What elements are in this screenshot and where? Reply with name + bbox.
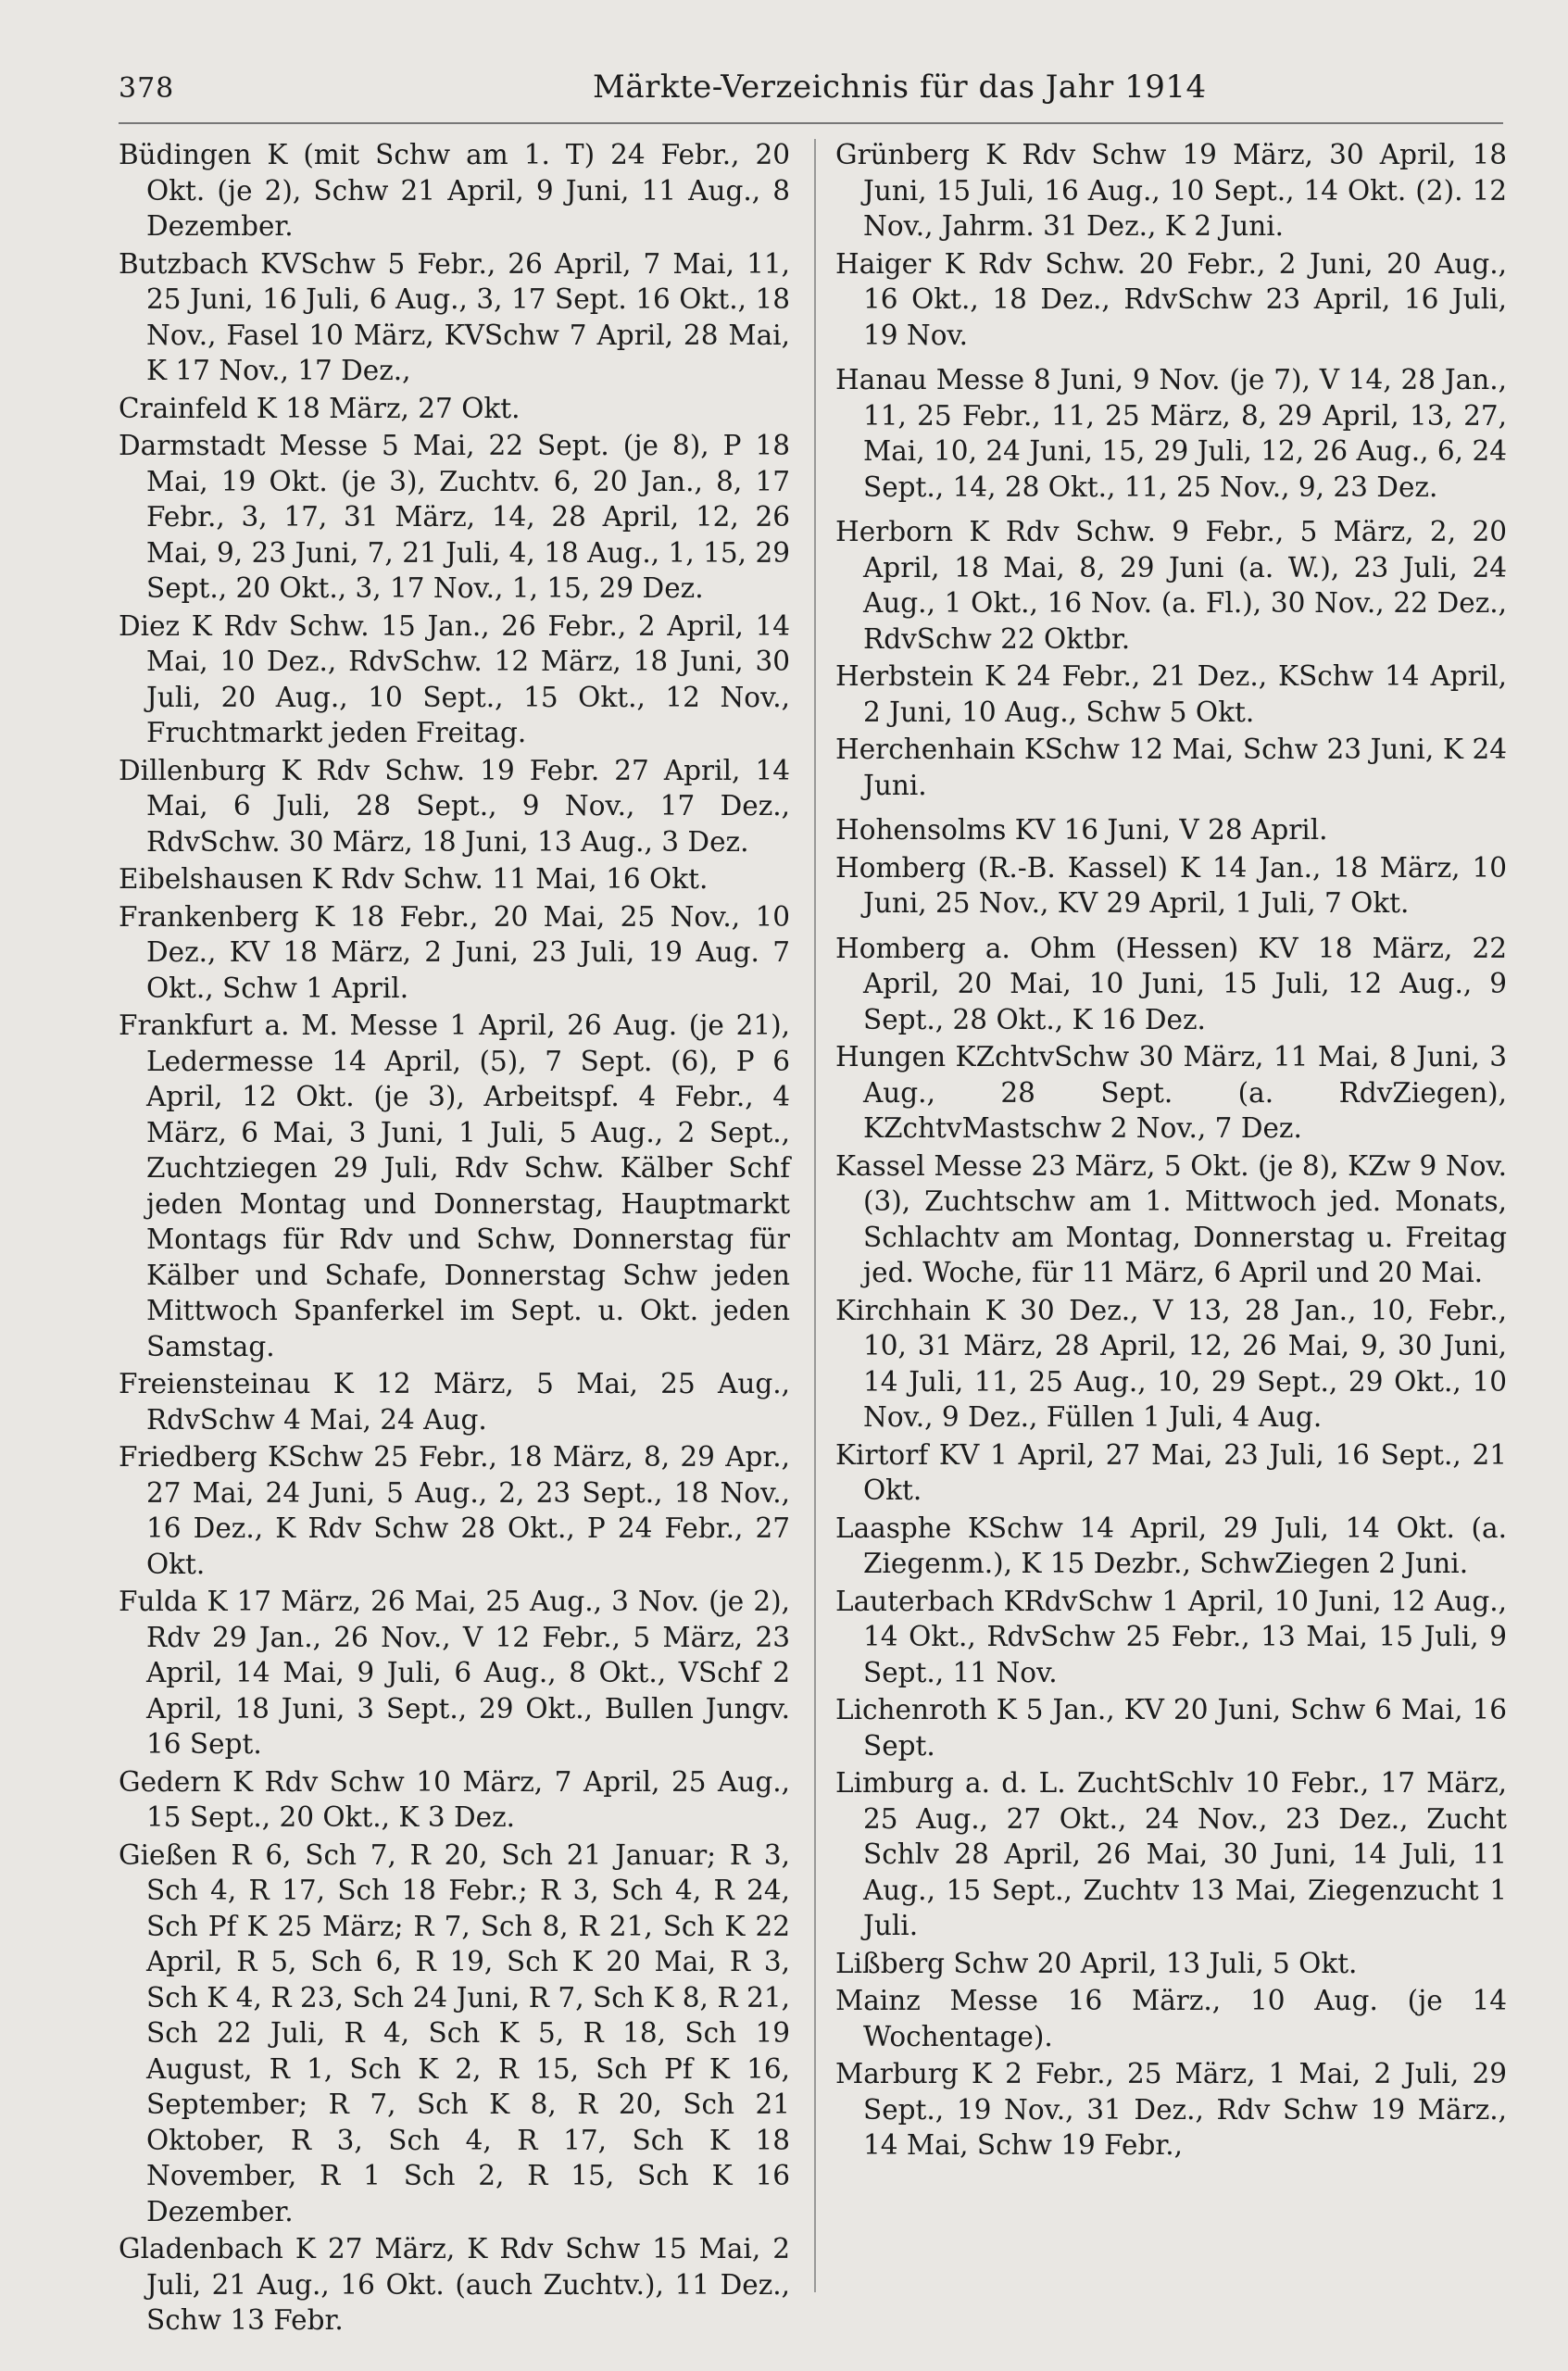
column-divider — [814, 139, 816, 2292]
entry-buedingen: Büdingen K (mit Schw am 1. T) 24 Febr., 20 Okt. (je 2), Schw 21 April, 9 Juni, 11 Aug., 8 Dezember. — [119, 139, 790, 242]
entry-crainfeld: Crainfeld K 18 März, 27 Okt. — [119, 392, 521, 424]
entry-lichenroth: Lichenroth K 5 Jan., KV 20 Juni, Schw 6 Mai, 16 Sept. — [835, 1694, 1507, 1762]
entry-darmstadt: Darmstadt Messe 5 Mai, 22 Sept. (je 8), P 18 Mai, 19 Okt. (je 3), Zuchtv. 6, 20 Jan., 8, 17 Febr., 3, 17, 31 März, 14, 28 April, 12, 26 Mai, 9, 23 Juni, 7, 21 Juli, 4, 18 Aug., 1, 15, 29 Sept., 20 Okt., 3, 17 Nov., 1, 15, 29 Dez. — [119, 430, 790, 604]
entry-limburg: Limburg a. d. L. ZuchtSchlv 10 Febr., 17 März, 25 Aug., 27 Okt., 24 Nov., 23 Dez., Zucht Schlv 28 April, 26 Mai, 30 Juni, 14 Juli, 11 Aug., 15 Sept., Zuchtv 13 Mai, Ziegenzucht 1 Juli. — [835, 1767, 1507, 1941]
entry-hanau: Hanau Messe 8 Juni, 9 Nov. (je 7), V 14, 28 Jan., 11, 25 Febr., 11, 25 März, 8, 29 April, 13, 27, Mai, 10, 24 Juni, 15, 29 Juli, 12, 26 Aug., 6, 24 Sept., 14, 28 Okt., 11, 25 Nov., 9, 23 Dez. — [835, 364, 1507, 503]
right-column — [835, 137, 1507, 2165]
entry-fulda: Fulda K 17 März, 26 Mai, 25 Aug., 3 Nov. (je 2), Rdv 29 Jan., 26 Nov., V 12 Febr., 5 März, 23 April, 14 Mai, 9 Juli, 6 Aug., 8 Okt., VSchf 2 April, 18 Juni, 3 Sept., 29 Okt., Bullen Jungv. 16 Sept. — [119, 1586, 790, 1760]
entry-lauterbach: Lauterbach KRdvSchw 1 April, 10 Juni, 12 Aug., 14 Okt., RdvSchw 25 Febr., 13 Mai, 15 Juli, 9 Sept., 11 Nov. — [835, 1585, 1507, 1688]
entry-gruenberg: Grünberg K Rdv Schw 19 März, 30 April, 18 Juni, 15 Juli, 16 Aug., 10 Sept., 14 Okt. (2). 12 Nov., Jahrm. 31 Dez., K 2 Juni. — [835, 139, 1507, 242]
entry-homberg-ohm: Homberg a. Ohm (Hessen) KV 18 März, 22 April, 20 Mai, 10 Juni, 15 Juli, 12 Aug., 9 Sept., 28 Okt., K 16 Dez. — [835, 932, 1507, 1035]
entry-homberg-kassel: Homberg (R.-B. Kassel) K 14 Jan., 18 März, 10 Juni, 25 Nov., KV 29 April, 1 Juli, 7 Okt. — [835, 851, 1507, 919]
entry-herborn: Herborn K Rdv Schw. 9 Febr., 5 März, 2, 20 April, 18 Mai, 8, 29 Juni (a. W.), 23 Juli, 24 Aug., 1 Okt., 16 Nov. (a. Fl.), 30 Nov., 22 Dez., RdvSchw 22 Oktbr. — [835, 516, 1507, 655]
entry-hungen: Hungen KZchtvSchw 30 März, 11 Mai, 8 Juni, 3 Aug., 28 Sept. (a. RdvZiegen), KZchtvMastschw 2 Nov., 7 Dez. — [835, 1041, 1507, 1144]
entry-laasphe: Laasphe KSchw 14 April, 29 Juli, 14 Okt. (a. Ziegenm.), K 15 Dezbr., SchwZiegen 2 Juni. — [835, 1512, 1507, 1579]
entry-marburg: Marburg K 2 Febr., 25 März, 1 Mai, 2 Juli, 29 Sept., 19 Nov., 31 Dez., Rdv Schw 19 März., 14 Mai, Schw 19 Febr., — [835, 2058, 1507, 2161]
entry-haiger: Haiger K Rdv Schw. 20 Febr., 2 Juni, 20 Aug., 16 Okt., 18 Dez., RdvSchw 23 April, 16 Juli, 19 Nov. — [835, 247, 1507, 351]
entry-diez: Diez K Rdv Schw. 15 Jan., 26 Febr., 2 April, 14 Mai, 10 Dez., RdvSchw. 12 März, 18 Juni, 30 Juli, 20 Aug., 10 Sept., 15 Okt., 12 Nov., Fruchtmarkt jeden Freitag. — [119, 609, 790, 748]
entry-dillenburg: Dillenburg K Rdv Schw. 19 Febr. 27 April, 14 Mai, 6 Juli, 28 Sept., 9 Nov., 17 Dez., RdvSchw. 30 März, 18 Juni, 13 Aug., 3 Dez. — [119, 754, 790, 858]
entry-frankfurt: Frankfurt a. M. Messe 1 April, 26 Aug. (je 21), Ledermesse 14 April, (5), 7 Sept. (6), P 6 April, 12 Okt. (je 3), Arbeitspf. 4 Febr., 4 März, 6 Mai, 3 Juni, 1 Juli, 5 Aug., 2 Sept., Zuchtziegen 29 Juli, Rdv Schw. Kälber Schf jeden Montag und Donnerstag, Hauptmarkt Montags für Rdv und Schw, Donnerstag für Kälber und Schafe, Donnerstag Schw jeden Mittwoch Spanferkel im Sept. u. Okt. jeden Samstag. — [119, 1010, 790, 1362]
entry-gedern: Gedern K Rdv Schw 10 März, 7 April, 25 Aug., 15 Sept., 20 Okt., K 3 Dez. — [119, 1765, 790, 1833]
running-title: Märkte-Verzeichnis für das Jahr 1914 — [593, 69, 1207, 106]
entry-herbstein: Herbstein K 24 Febr., 21 Dez., KSchw 14 April, 2 Juni, 10 Aug., Schw 5 Okt. — [835, 660, 1507, 728]
entry-eibelshausen: Eibelshausen K Rdv Schw. 11 Mai, 16 Okt. — [119, 863, 709, 895]
entry-kassel: Kassel Messe 23 März, 5 Okt. (je 8), KZw 9 Nov. (3), Zuchtschw am 1. Mittwoch jed. Monats, Schlachtv am Montag, Donnerstag u. Freitag jed. Woche, für 11 März, 6 April und 20 Mai. — [835, 1149, 1507, 1288]
entry-kirtorf: Kirtorf KV 1 April, 27 Mai, 23 Juli, 16 Sept., 21 Okt. — [835, 1438, 1507, 1506]
entry-freiensteinau: Freiensteinau K 12 März, 5 Mai, 25 Aug., RdvSchw 4 Mai, 24 Aug. — [119, 1368, 790, 1436]
entry-herchenhain: Herchenhain KSchw 12 Mai, Schw 23 Juni, K 24 Juni. — [835, 734, 1507, 801]
entry-lissberg: Lißberg Schw 20 April, 13 Juli, 5 Okt. — [835, 1947, 1358, 1979]
entry-friedberg: Friedberg KSchw 25 Febr., 18 März, 8, 29 Apr., 27 Mai, 24 Juni, 5 Aug., 2, 23 Sept., 18 Nov., 16 Dez., K Rdv Schw 28 Okt., P 24 Febr., 27 Okt. — [119, 1441, 790, 1580]
entry-frankenberg: Frankenberg K 18 Febr., 20 Mai, 25 Nov., 10 Dez., KV 18 März, 2 Juni, 23 Juli, 19 Aug. 7 Okt., Schw 1 April. — [119, 900, 790, 1004]
page-number: 378 — [119, 72, 175, 105]
entry-giessen: Gießen R 6, Sch 7, R 20, Sch 21 Januar; R 3, Sch 4, R 17, Sch 18 Febr.; R 3, Sch 4, R 24, Sch Pf K 25 März; R 7, Sch 8, R 21, Sch K 22 April, R 5, Sch 6, R 19, Sch K 20 Mai, R 3, Sch K 4, R 23, Sch 24 Juni, R 7, Sch K 8, R 21, Sch 22 Juli, R 4, Sch K 5, R 18, Sch 19 August, R 1, Sch K 2, R 15, Sch Pf K 16, September; R 7, Sch K 8, R 20, Sch 21 Oktober, R 3, Sch 4, R 17, Sch K 18 November, R 1 Sch 2, R 15, Sch K 16 Dezember. — [119, 1838, 790, 2227]
header-rule — [119, 122, 1503, 124]
entry-hohensolms: Hohensolms KV 16 Juni, V 28 April. — [835, 814, 1328, 846]
left-column — [119, 137, 790, 2340]
entry-butzbach: Butzbach KVSchw 5 Febr., 26 April, 7 Mai, 11, 25 Juni, 16 Juli, 6 Aug., 3, 17 Sept. 16 Okt., 18 Nov., Fasel 10 März, KVSchw 7 April, 28 Mai, K 17 Nov., 17 Dez., — [119, 247, 790, 386]
entry-gladenbach: Gladenbach K 27 März, K Rdv Schw 15 Mai, 2 Juli, 21 Aug., 16 Okt. (auch Zuchtv.), 11 Dez., Schw 13 Febr. — [119, 2233, 790, 2336]
entry-kirchhain: Kirchhain K 30 Dez., V 13, 28 Jan., 10, Febr., 10, 31 März, 28 April, 12, 26 Mai, 9, 30 Juni, 14 Juli, 11, 25 Aug., 10, 29 Sept., 29 Okt., 10 Nov., 9 Dez., Füllen 1 Juli, 4 Aug. — [835, 1294, 1507, 1433]
entry-mainz: Mainz Messe 16 März., 10 Aug. (je 14 Wochentage). — [835, 1985, 1507, 2052]
